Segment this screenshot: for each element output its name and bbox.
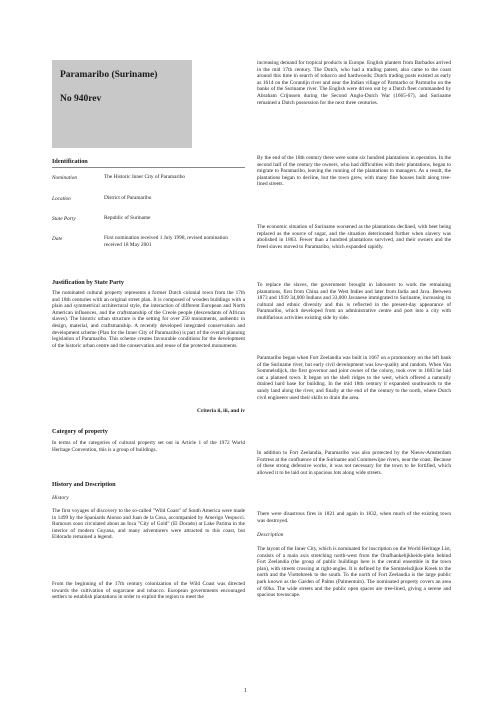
right-paragraph-1: increasing demand for tropical products in Europe. English planters from Barbados arrived in the mid 17th century. The Dutch, who had a trading patent, also came to the coast around this time in search of tobacco and hardwoods; Dutch trading posts existed as early as 1614 on the Corantijn river and near the Indian village of Parmarbo or Parmurbo on the banks of the Suriname river. The English were driven out by a Dutch fleet commanded by Abraham Crijnssen during the Second Anglo-Dutch War (1665-67), and Suriname remained a Dutch possession for the next three centuries. [257,60,451,106]
right-paragraph-8: The layout of the Inner City, which is nominated for inscription on the World Heritage List, consists of a main axis stretching north-west from the Onafhankelijkheids-plein behind Fort Zeelandia (the group of public buildings here is the central ensemble in the town plan), with streets crossing at right-angles. It is defined by the Sommelsdijkse Kreek to the north and the Viottekreek to the south. To the north of Fort Zeelandia is the large public park known as the Garden of Palms (Palmentuin). The nominated property covers an area of 60ha. The wide streets and the public open spaces are tree-lined, giving a serene and spacious townscape. [257,546,451,599]
right-paragraph-2: By the end of the 18th century there were some six hundred plantations in operation. In the second half of the century the owners, who had difficulties with their plantations, began to migrate to Paramaribo, leaving the running of the plantations to managers. As a result, the plantations began to decline, but the town grew, with many fine houses built along tree-lined streets. [257,155,451,188]
id-label-date: Date [52,236,63,242]
history-subheading: History [52,495,69,501]
history-paragraph-1: The first voyages of discovery to the so-called "Wild Coast" of South America were made in 1499 by the Spaniards Alonso and Juan de la Cosa, accompanied by Amerigo Vespucci. Rumours soon circulated about an Inca "City of Gold" (El Dorado) at Lake Parima in the interior of modern Guyana, and many adventurers were attracted to this coast, but Eldorado remained a legend. [52,508,245,541]
id-value-state-party: Republic of Suriname [104,215,151,221]
history-paragraph-2: From the beginning of the 17th century colonization of the Wild Coast was directed towards the cultivation of sugarcane and tobacco. European governments encouraged settlers to establish plantations in order to exploit the region to meet the [52,581,245,601]
id-value-nomination: The Historic Inner City of Paramaribo [104,174,186,180]
id-label-location: Location [52,196,71,202]
id-label-state-party: State Party [52,216,76,222]
right-paragraph-6: In addition to Fort Zeelandia, Paramaribo was also protected by the Nieuw-Amsterdam Fortress at the confluence of the Suriname and Commewijne rivers, near the coast. Because of these strong defensive works, it was not necessary for the town to be fortified, which allowed it to be laid out in spacious lots along wide streets. [257,450,452,476]
history-heading: History and Description [52,481,116,488]
right-paragraph-5: Paramaribo began when Fort Zeelandia was built in 1667 on a promontory on the left bank of the Suriname river, but early civil development was low-quality and random. When Van Sommelsdijck, the first governor and joint owner of the colony, took over in 1683 he laid out a planned town. It began on the shell ridges to the west, which offered a naturally drained hard base for building. In the mid 18th century it expanded southwards to the sandy land along the river, and finally at the end of the century to the north, where Dutch civil engineers used their skills to drain the area. [257,355,451,401]
property-title: Paramaribo (Suriname) [60,70,158,80]
criteria-line: Criteria ii, iii, and iv [197,408,245,414]
right-paragraph-3: The economic situation of Suriname worsened as the plantations declined, with beet being replaced as the source of sugar, and the situation deteriorated further when slavery was abolished in 1863. Fewer than a hundred plantations survived, and their owners and the freed slaves moved to Paramaribo, which expanded rapidly. [257,224,451,250]
page-number: 1 [244,688,247,694]
category-text: In terms of the categories of cultural property set out in Article 1 of the 1972 World Heritage Convention, this is a group of buildings. [52,440,245,453]
right-paragraph-4: To replace the slaves, the government brought in labourers to work the remaining plantations, first from China and the West Indies and later from India and Java. Between 1873 and 1939 34,000 Indians and 33,000 Javanese immigrated to Suriname, increasing its cultural and ethnic diversity and this is reflected in the present-day appearance of Paramaribo, which developed from an administrative centre and port into a city with multifarious activities existing side by side. [257,282,451,321]
identification-rule [52,167,245,168]
justification-text: The nominated cultural property represents a former Dutch colonial town from the 17th and 18th centuries with an original street plan. It is composed of wooden buildings with a plain and symmetrical architectural style, the interaction of different European and North American influences, and the craftsmanship of the Creole people (descendants of African slaves). The historic urban structure is the setting for over 250 monuments, authentic in design, material, and craftsmanship. A recently developed integrated conservation and development scheme (Plan for the Inner City of Paramaribo) is part of the overall planning legislation of Paramaribo. This scheme creates favourable conditions for the development of the historic urban centre and the conservation and reuse of the protected monuments. [52,290,245,349]
category-heading: Category of property [52,428,108,435]
property-number: No 940rev [60,94,102,104]
title-box [52,60,192,148]
identification-heading: Identification [52,158,88,165]
id-label-nomination: Nomination [52,175,78,181]
id-value-location: District of Paramaribo [104,195,152,201]
justification-heading: Justification by State Party [52,279,125,286]
id-value-date: First nomination received 1 July 1998, revised nomination received 18 May 2001 [104,235,228,248]
right-paragraph-7: There were disastrous fires in 1821 and again in 1832, when much of the existing town was destroyed. [257,511,451,524]
description-subheading: Description [257,532,284,538]
